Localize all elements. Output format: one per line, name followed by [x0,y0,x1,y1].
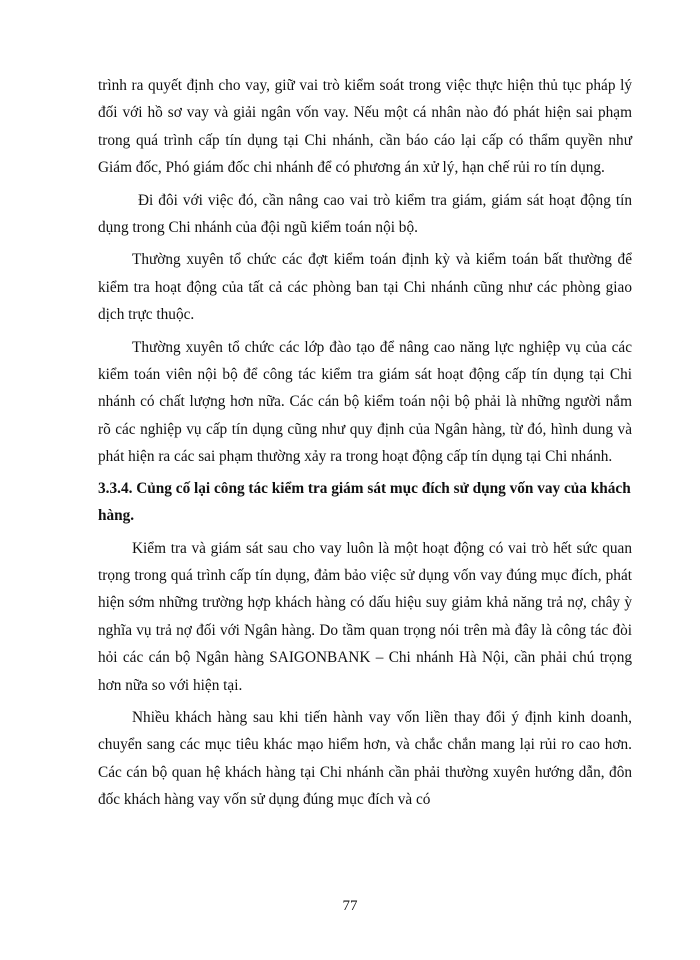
paragraph-auditor-training: Thường xuyên tổ chức các lớp đào tạo để nâng cao năng lực nghiệp vụ của các kiểm toán viên nội bộ để công tác kiểm tra giám sát hoạt động cấp tín dụng tại Chi nhánh có chất lượng hơn nữa. Các cán bộ kiểm toán nội bộ phải là những người nắm rõ các nghiệp vụ cấp tín dụng cũng như quy định của Ngân hàng, từ đó, hình dung và phát hiện ra các sai phạm thường xảy ra trong hoạt động cấp tín dụng tại Chi nhánh. [98,338,632,466]
paragraph-customer-guidance: Nhiều khách hàng sau khi tiến hành vay vốn liền thay đổi ý định kinh doanh, chuyển sang các mục tiêu khác mạo hiểm hơn, và chắc chắn mang lại rủi ro cao hơn. Các cán bộ quan hệ khách hàng tại Chi nhánh cần phải thường xuyên hướng dẫn, đôn đốc khách hàng vay vốn sử dụng đúng mục đích và có [98,708,632,809]
page-body [98,72,632,814]
page-number: 77 [342,898,358,914]
section-heading: 3.3.4. Củng cố lại công tác kiểm tra giám sát mục đích sử dụng vốn vay của khách hàng. [98,479,631,525]
paragraph-internal-audit-role: Đi đôi với việc đó, cần nâng cao vai trò kiểm tra giám, giám sát hoạt động tín dụng trong Chi nhánh của đội ngũ kiểm toán nội bộ. [98,191,632,237]
paragraph-post-loan-monitoring: Kiểm tra và giám sát sau cho vay luôn là một hoạt động có vai trò hết sức quan trọng trong quá trình cấp tín dụng, đảm bảo việc sử dụng vốn vay đúng mục đích, phát hiện sớm những trường hợp khách hàng có dấu hiệu suy giảm khả năng trả nợ, chây ỳ nghĩa vụ trả nợ đối với Ngân hàng. Do tầm quan trọng nói trên mà đây là công tác đòi hỏi các cán bộ Ngân hàng SAIGONBANK – Chi nhánh Hà Nội, cần phải chú trọng hơn nữa so với hiện tại. [98,539,632,694]
paragraph-continuation: trình ra quyết định cho vay, giữ vai trò kiểm soát trong việc thực hiện thủ tục pháp lý đối với hồ sơ vay và giải ngân vốn vay. Nếu một cá nhân nào đó phát hiện sai phạm trong quá trình cấp tín dụng tại Chi nhánh, cần báo cáo lại cấp có thẩm quyền như Giám đốc, Phó giám đốc chi nhánh để có phương án xử lý, hạn chế rủi ro tín dụng. [98,77,632,177]
paragraph-periodic-audits: Thường xuyên tổ chức các đợt kiểm toán định kỳ và kiểm toán bất thường để kiểm tra hoạt động của tất cả các phòng ban tại Chi nhánh cũng như các phòng giao dịch trực thuộc. [98,251,632,324]
